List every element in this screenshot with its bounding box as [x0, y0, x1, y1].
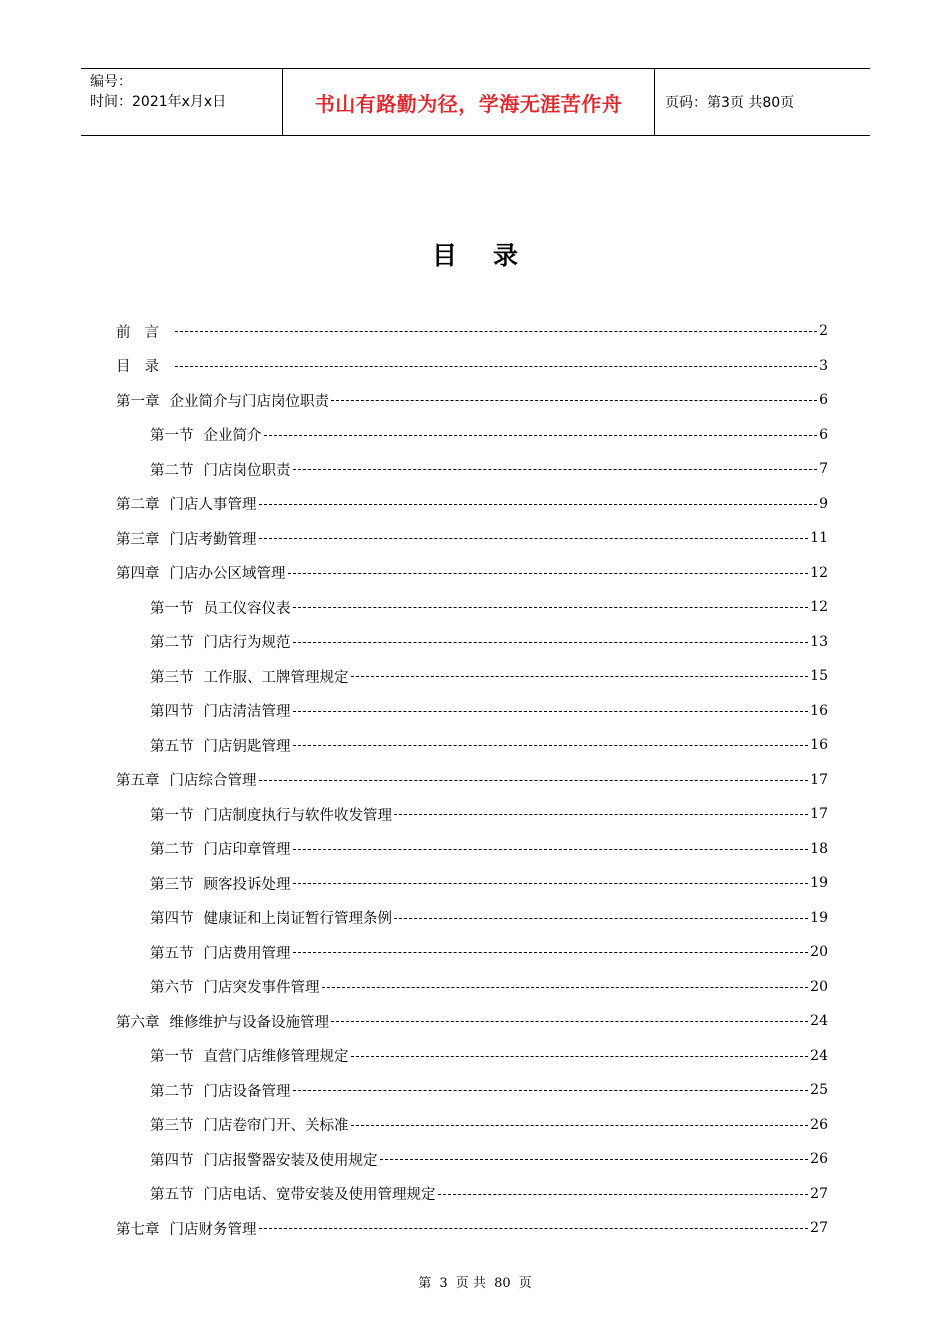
toc-entry[interactable] [116, 1211, 828, 1246]
footer-suffix: 页 [518, 1276, 532, 1291]
toc-entry-label: 第二节 [150, 462, 194, 479]
toc-entry-page: 26 [810, 1151, 828, 1168]
toc-entry[interactable] [116, 763, 828, 798]
toc-entry[interactable] [116, 349, 828, 384]
toc-entry[interactable] [116, 901, 828, 936]
number-label: 编号： [90, 74, 132, 90]
toc-entry-title: 门店电话、宽带安装及使用管理规定 [203, 1187, 436, 1204]
toc-entry-page: 9 [819, 495, 828, 512]
toc-entry-page: 12 [810, 599, 828, 616]
toc-entry-title: 直营门店维修管理规定 [203, 1049, 349, 1066]
toc-entry-label: 第三节 [150, 876, 194, 893]
toc-leader-line [380, 1158, 809, 1160]
toc-leader-line [293, 710, 809, 712]
toc-entry-page: 15 [810, 668, 828, 685]
toc-entry-title: 门店行为规范 [203, 635, 291, 652]
toc-entry-label: 第二节 [150, 1083, 194, 1100]
toc-entry-title: 顾客投诉处理 [203, 876, 291, 893]
toc-leader-line [175, 330, 817, 332]
toc-entry-label: 第六节 [150, 980, 194, 997]
toc-leader-line [288, 572, 809, 574]
toc-entry-page: 12 [810, 564, 828, 581]
toc-leader-line [331, 1020, 808, 1022]
toc-entry-page: 3 [819, 357, 828, 374]
toc-entry-title: 门店费用管理 [203, 945, 291, 962]
toc-entry-label: 第三节 [150, 1118, 194, 1135]
toc-entry-label: 第五节 [150, 1187, 194, 1204]
toc-entry-title: 门店岗位职责 [203, 462, 291, 479]
toc-entry[interactable] [116, 1142, 828, 1177]
toc-entry[interactable] [116, 935, 828, 970]
toc-entry-title: 门店考勤管理 [169, 531, 257, 548]
toc-entry-label: 第二节 [150, 842, 194, 859]
toc-entry-label: 第四章 [116, 566, 160, 583]
toc-entry-title: 门店财务管理 [169, 1221, 257, 1238]
toc-entry-title: 门店卷帘门开、关标准 [203, 1118, 349, 1135]
toc-entry-page: 27 [810, 1185, 828, 1202]
toc-entry-label: 第二章 [116, 497, 160, 514]
toc-entry-page: 18 [810, 840, 828, 857]
toc-entry-title: 门店制度执行与软件收发管理 [203, 807, 392, 824]
toc-leader-line [293, 848, 809, 850]
toc-entry-page: 25 [810, 1082, 828, 1099]
toc-entry[interactable] [116, 1039, 828, 1074]
toc-entry-title: 维修维护与设备设施管理 [169, 1014, 329, 1031]
toc-entry-label: 第五章 [116, 773, 160, 790]
toc-entry-title: 门店突发事件管理 [203, 980, 320, 997]
toc-entry-label: 第三章 [116, 531, 160, 548]
toc-entry-title: 企业简介 [203, 428, 262, 445]
toc-leader-line [293, 951, 809, 953]
toc-entry[interactable] [116, 832, 828, 867]
toc-entry-label: 第四节 [150, 1152, 194, 1169]
header-meta [81, 69, 283, 135]
toc-entry-label: 第四节 [150, 911, 194, 928]
toc-leader-line [351, 1124, 809, 1126]
toc-entry-title: 门店清洁管理 [203, 704, 291, 721]
toc-entry[interactable] [116, 797, 828, 832]
toc-entry[interactable] [116, 590, 828, 625]
toc-entry-title: 门店人事管理 [169, 497, 257, 514]
toc-entry-label: 第一节 [150, 428, 194, 445]
toc-entry[interactable] [116, 452, 828, 487]
toc-leader-line [293, 882, 809, 884]
footer-total-pages: 80 [494, 1276, 511, 1291]
toc-entry[interactable] [116, 866, 828, 901]
toc-entry-page: 11 [810, 530, 828, 547]
footer-current-page: 3 [439, 1276, 448, 1291]
toc-entry[interactable] [116, 1108, 828, 1143]
toc-entry-title: 门店钥匙管理 [203, 738, 291, 755]
toc-entry-title: 企业简介与门店岗位职责 [169, 393, 329, 410]
toc-leader-line [259, 503, 818, 505]
table-of-contents [116, 314, 828, 1246]
toc-leader-line [293, 744, 809, 746]
toc-entry-title: 门店综合管理 [169, 773, 257, 790]
toc-entry-title: 工作服、工牌管理规定 [203, 669, 349, 686]
toc-entry-label: 第二节 [150, 635, 194, 652]
toc-entry-page: 7 [819, 461, 828, 478]
toc-entry[interactable] [116, 314, 828, 349]
toc-leader-line [293, 606, 809, 608]
toc-entry[interactable] [116, 1177, 828, 1212]
toc-entry-title: 门店报警器安装及使用规定 [203, 1152, 378, 1169]
toc-entry[interactable] [116, 970, 828, 1005]
toc-entry-page: 16 [810, 702, 828, 719]
toc-entry-label: 第七章 [116, 1221, 160, 1238]
toc-leader-line [351, 675, 809, 677]
toc-entry-page: 13 [810, 633, 828, 650]
toc-leader-line [259, 779, 809, 781]
toc-entry-label: 目录 [116, 359, 173, 376]
header-motto: 书山有路勤为径，学海无涯苦作舟 [283, 69, 655, 135]
toc-entry[interactable] [116, 1004, 828, 1039]
toc-entry-label: 第三节 [150, 669, 194, 686]
page-header [81, 68, 870, 136]
toc-entry[interactable] [116, 694, 828, 729]
toc-entry[interactable] [116, 383, 828, 418]
toc-leader-line [351, 1055, 809, 1057]
toc-entry-page: 17 [810, 806, 828, 823]
toc-entry-page: 17 [810, 771, 828, 788]
toc-leader-line [438, 1193, 809, 1195]
toc-entry-label: 第四节 [150, 704, 194, 721]
toc-leader-line [175, 365, 817, 367]
toc-entry-page: 26 [810, 1116, 828, 1133]
toc-entry[interactable] [116, 487, 828, 522]
toc-entry-page: 19 [810, 875, 828, 892]
toc-entry-label: 第五节 [150, 738, 194, 755]
footer-middle: 页 共 [455, 1276, 486, 1291]
page-footer [0, 1272, 950, 1291]
toc-entry-label: 第一节 [150, 807, 194, 824]
toc-entry-label: 前言 [116, 324, 173, 341]
toc-leader-line [259, 537, 809, 539]
toc-entry-title: 门店设备管理 [203, 1083, 291, 1100]
toc-entry-page: 19 [810, 909, 828, 926]
toc-entry-page: 20 [810, 944, 828, 961]
toc-entry[interactable] [116, 1073, 828, 1108]
toc-entry-title: 健康证和上岗证暂行管理条例 [203, 911, 392, 928]
toc-entry[interactable] [116, 521, 828, 556]
toc-entry-page: 24 [810, 1047, 828, 1064]
toc-entry-label: 第一章 [116, 393, 160, 410]
toc-leader-line [259, 1227, 809, 1229]
toc-leader-line [322, 986, 809, 988]
toc-entry-title: 门店印章管理 [203, 842, 291, 859]
toc-leader-line [331, 399, 817, 401]
toc-leader-line [293, 641, 809, 643]
toc-entry-page: 24 [810, 1013, 828, 1030]
toc-leader-line [293, 1089, 809, 1091]
page-title: 目录 [431, 241, 554, 270]
toc-leader-line [394, 917, 808, 919]
toc-entry[interactable] [116, 418, 828, 453]
toc-entry-page: 6 [819, 426, 828, 443]
header-page-info: 页码：第3页 共80页 [665, 95, 795, 111]
footer-prefix: 第 [418, 1276, 432, 1291]
time-label: 时间：2021年x月x日 [90, 94, 227, 110]
toc-leader-line [293, 468, 818, 470]
toc-leader-line [394, 813, 808, 815]
toc-entry-label: 第五节 [150, 945, 194, 962]
toc-entry-page: 2 [819, 323, 828, 340]
toc-entry[interactable] [116, 659, 828, 694]
toc-entry-page: 16 [810, 737, 828, 754]
toc-entry-title: 门店办公区域管理 [169, 566, 286, 583]
toc-leader-line [264, 434, 818, 436]
toc-entry-label: 第一节 [150, 600, 194, 617]
toc-entry-label: 第一节 [150, 1049, 194, 1066]
toc-entry-page: 27 [810, 1220, 828, 1237]
toc-entry[interactable] [116, 728, 828, 763]
toc-entry-label: 第六章 [116, 1014, 160, 1031]
toc-entry[interactable] [116, 625, 828, 660]
toc-entry-title: 员工仪容仪表 [203, 600, 291, 617]
toc-entry[interactable] [116, 556, 828, 591]
toc-entry-page: 20 [810, 978, 828, 995]
toc-entry-page: 6 [819, 392, 828, 409]
